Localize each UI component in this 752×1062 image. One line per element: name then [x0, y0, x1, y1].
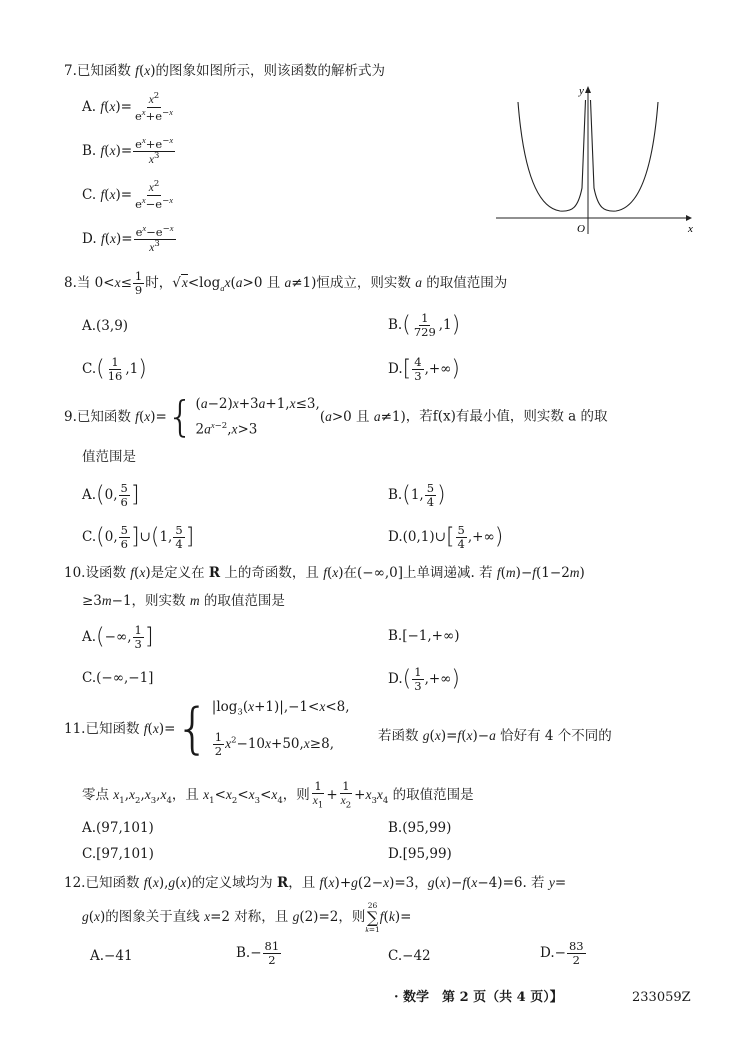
y-axis-label: y — [579, 85, 584, 97]
q7-stem: 7.已知函数 f(x)的图象如图所示，则该函数的解析式为 — [64, 63, 385, 79]
q8-option-c: C.( $\frac{1}{16}$ ,1) — [82, 355, 147, 384]
q7-option-b: B. f(x)= $\frac{e^x+e^{-x}}{x^3}$ — [82, 135, 174, 166]
q10-option-a: A.(−∞, $\frac{1}{3}$ ] — [82, 623, 154, 652]
q9-stem-line2: 值范围是 — [82, 449, 136, 465]
q10-line1: 10.设函数 f(x)是定义在 R 上的奇函数，且 f(x)在(−∞,0]上单调递减. 若 f(m)−f(1−2m) — [64, 565, 585, 581]
q9-option-c: C.(0, $\frac{5}{6}$ ]∪(1, $\frac{5}{4}$ ] — [82, 523, 195, 552]
curve-right — [591, 100, 659, 211]
q7-graph — [488, 84, 698, 244]
q12-option-b: B.− $\frac{81}{2}$ — [236, 939, 280, 968]
q10-option-c: C.(−∞,−1] — [82, 670, 154, 686]
q11-option-d: D.[95,99) — [388, 846, 452, 862]
q9-stem-tail: ，若f(x)有最小值，则实数 a 的取 — [405, 408, 608, 425]
q11-option-a: A.(97,101) — [82, 820, 154, 836]
q7-option-d: D. f(x)= $\frac{e^x-e^{-x}}{x^3}$ — [82, 223, 174, 254]
q10-option-d: D.( $\frac{1}{3}$ ,+∞) — [388, 665, 461, 694]
q7-option-c: C. f(x)= $\frac{x^2}{e^x-e^{-x}}$ — [82, 179, 174, 211]
q9-option-d: D.(0,1)∪[ $\frac{5}{4}$ ,+∞) — [388, 523, 504, 552]
q11-option-c: C.[97,101) — [82, 846, 154, 862]
q12-option-d: D.− $\frac{83}{2}$ — [540, 939, 584, 968]
q9-option-b: B.(1, $\frac{5}{4}$ ) — [388, 481, 446, 510]
q11-line2: 零点 $x_1,x_2,x_3,x_4$，且 $x_1<x_2<x_3<x_4$，则 $\frac{1}{x_1}$ + $\frac{1}{x_2}$ $+x_3x_4$ 的取值范围是 — [82, 779, 474, 811]
x-axis-arrow — [686, 215, 692, 221]
q8-option-a: A.(3,9) — [82, 318, 129, 334]
q10-line2: ≥3m−1，则实数 m 的取值范围是 — [82, 593, 285, 609]
curve-left — [518, 100, 586, 211]
q12-option-a: A.−41 — [90, 948, 133, 964]
y-axis-arrow — [585, 86, 591, 93]
q8-option-d: D.[ $\frac{4}{3}$ ,+∞) — [388, 355, 461, 384]
origin-label: O — [577, 223, 585, 235]
q7-option-a: A. f(x)= $\frac{x^2}{e^x+e^{-x}}$ — [82, 91, 173, 123]
q12-option-c: C.−42 — [388, 948, 431, 964]
q12-line2: g(x)的图象关于直线 x=2 对称，且 g(2)=2，则 26 ∑ k=1 f(k)= — [82, 901, 412, 934]
exam-code: 233059Z — [632, 990, 691, 1005]
page-footer: · 数学 第 2 页（共 4 页）】 — [394, 990, 563, 1005]
q9-stem: 9.已知函数 f(x)= { (a−2)x+3a+1,x≤3, $2a^{x-2},x>3$ (a>0 且 a≠1)，若f(x)有最小值，则实数 a 的取 — [64, 392, 608, 441]
q11-stem-tail: 若函数 g(x)=f(x)−a 恰好有 4 个不同的 — [378, 728, 612, 744]
q12-line1: 12.已知函数 f(x),g(x)的定义域均为 R，且 f(x)+g(2−x)=3，g(x)−f(x−4)=6. 若 y= — [64, 875, 567, 891]
q9-option-a: A.(0, $\frac{5}{6}$ ] — [82, 481, 140, 510]
q8-option-b: B.( $\frac{1}{729}$ ,1) — [388, 311, 461, 340]
q11-option-b: B.(95,99) — [388, 820, 452, 836]
q11-stem: 11.已知函数 f(x)= { $|\log_3(x+1)|,-1<x<8$, $\frac{1}{2}$ $x^2-10x+50,x\ge 8$, — [64, 697, 350, 761]
q8-stem: 8.当 0<x≤ $\frac{1}{9}$ 时，$√x<\log_ax(a>0$ 且 a≠1)恒成立，则实数 a 的取值范围为 — [64, 269, 508, 298]
q10-option-b: B.[−1,+∞) — [388, 628, 460, 644]
x-axis-label: x — [688, 223, 693, 235]
